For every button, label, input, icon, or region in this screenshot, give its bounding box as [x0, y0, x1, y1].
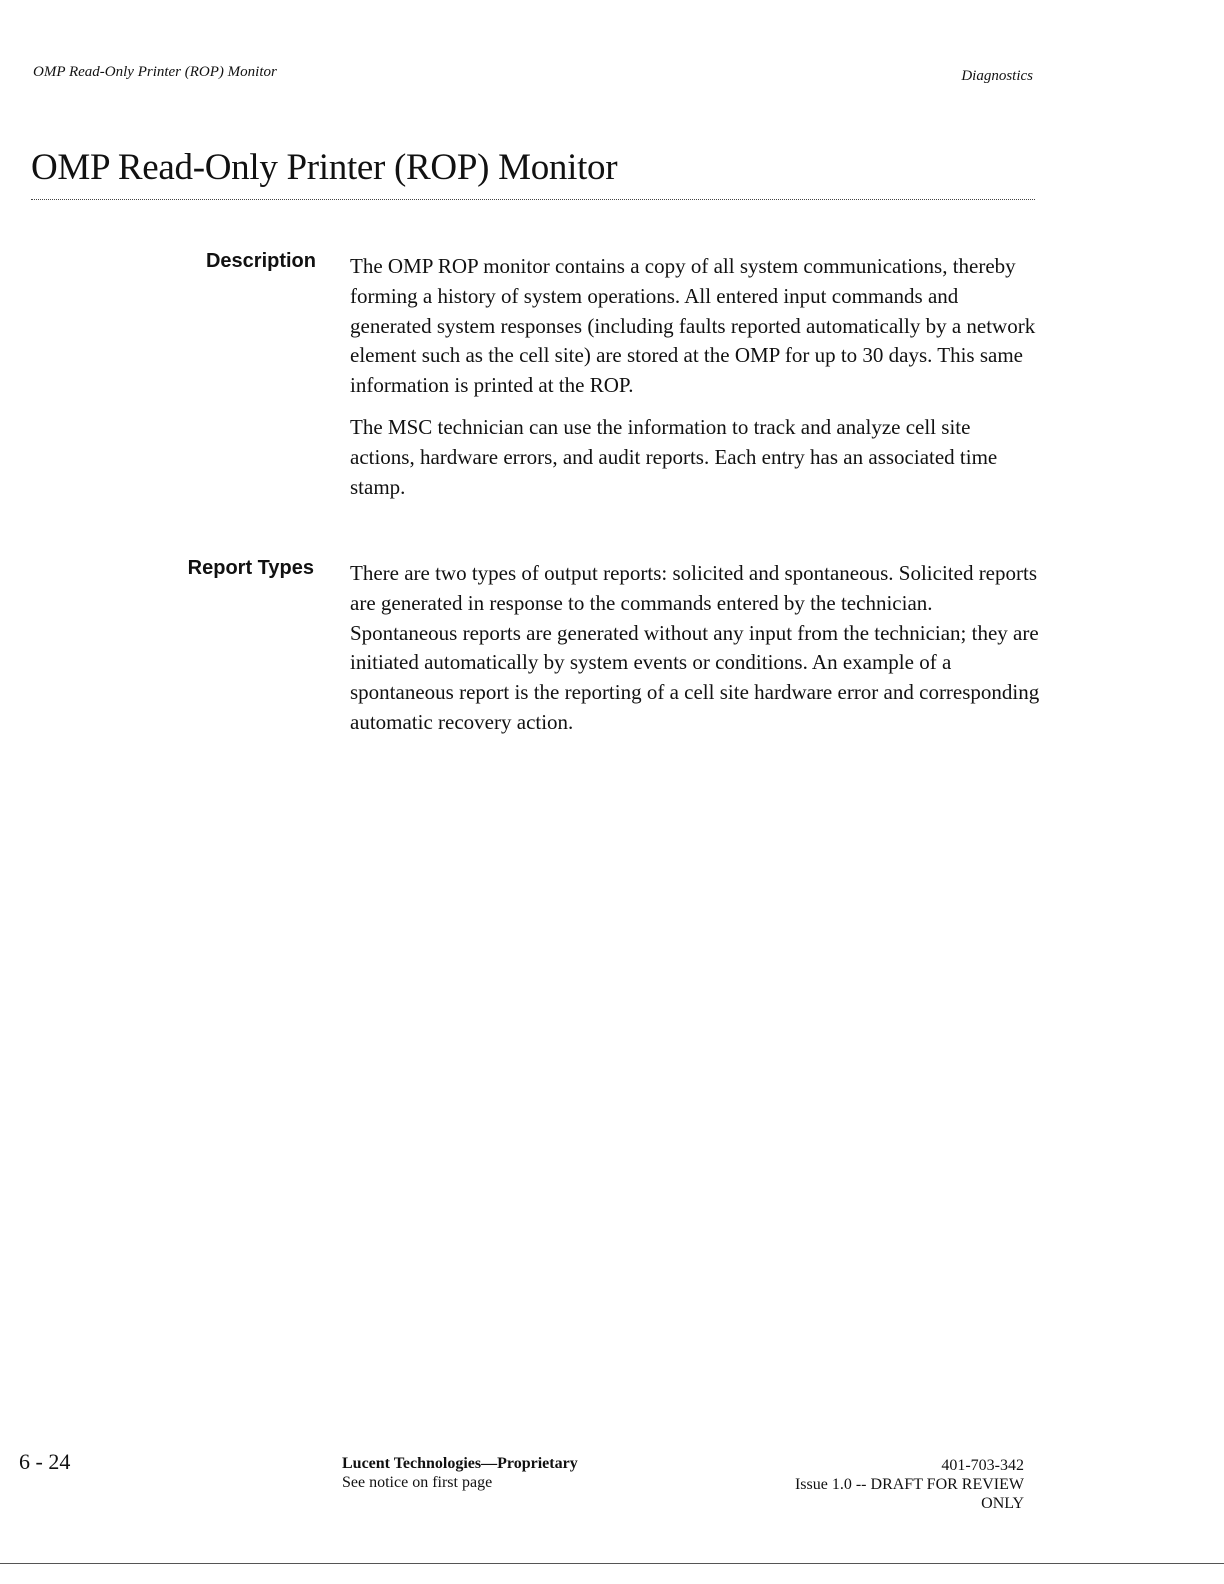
footer-notice: See notice on first page: [342, 1474, 493, 1491]
footer-doc-info: [795, 1456, 1024, 1513]
page-title: OMP Read-Only Printer (ROP) Monitor: [31, 147, 618, 188]
title-divider: [31, 199, 1035, 200]
running-header-right: Diagnostics: [961, 68, 1033, 84]
paragraph: The OMP ROP monitor contains a copy of all system communications, thereby forming a history of system operations. All entered input commands and generated system responses (including faults reported automatically by a network element such as the cell site) are stored at the OMP for up to 30 days. This same information is printed at the ROP.: [350, 254, 1036, 398]
footer-proprietary: [342, 1454, 578, 1492]
section-body-report-types: [350, 559, 1040, 750]
bottom-rule: [0, 1563, 1224, 1564]
section-label-description: Description: [205, 250, 316, 272]
paragraph: The MSC technician can use the information to track and analyze cell site actions, hardware errors, and audit reports. Each entry has an associated time stamp.: [350, 414, 998, 499]
footer-issue-line2: ONLY: [981, 1495, 1024, 1512]
footer-company: Lucent Technologies—Proprietary: [342, 1455, 578, 1472]
section-label-report-types: Report Types: [187, 557, 314, 579]
paragraph: There are two types of output reports: solicited and spontaneous. Solicited reports are generated in response to the commands entered by the technician. Spontaneous reports are generated without any input from the technician; they are initiated automatically by system events or conditions. An example of a spontaneous report is the reporting of a cell site hardware error and corresponding automatic recovery action.: [350, 561, 1040, 734]
running-header-left: OMP Read-Only Printer (ROP) Monitor: [33, 64, 277, 80]
footer-doc-number: 401-703-342: [941, 1457, 1024, 1474]
section-body-description: [350, 252, 1040, 514]
page-number: 6 - 24: [19, 1449, 71, 1474]
footer-issue-line1: Issue 1.0 -- DRAFT FOR REVIEW: [794, 1476, 1024, 1493]
